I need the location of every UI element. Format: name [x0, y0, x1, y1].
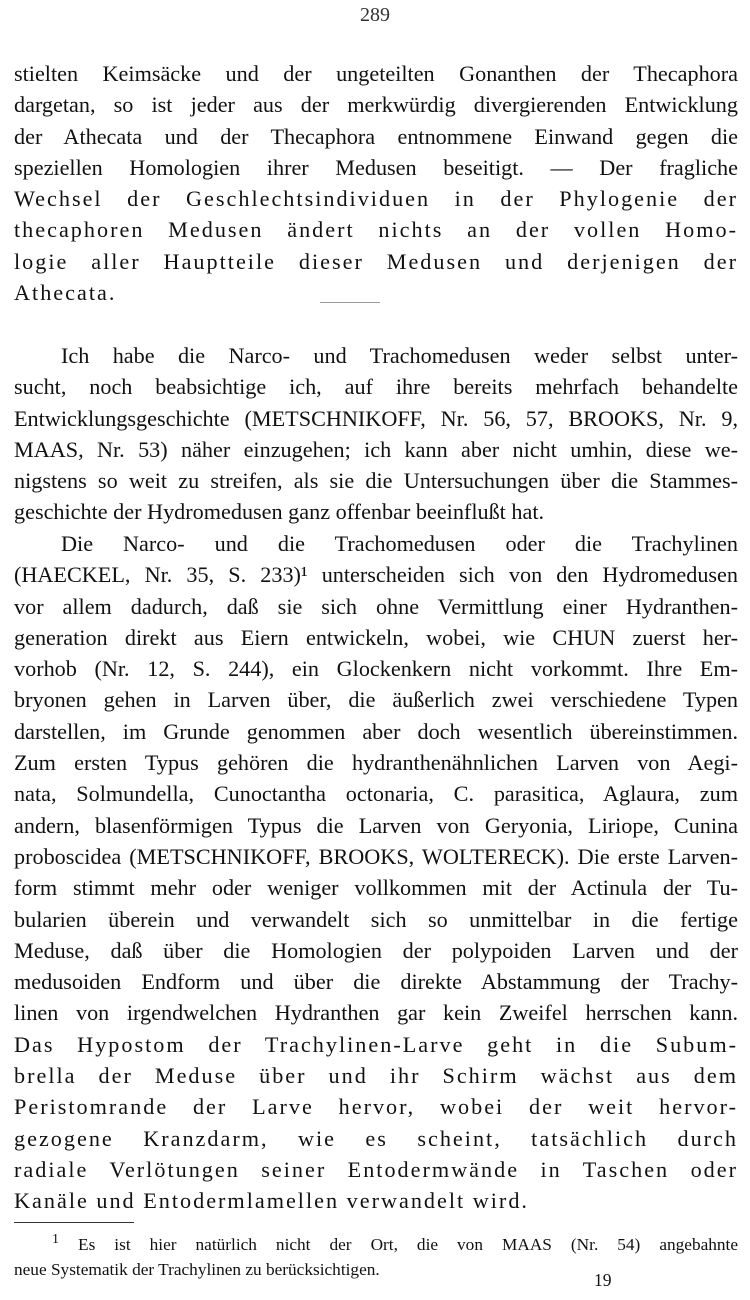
text-line: (HAECKEL, Nr. 35, S. 233)¹ unterscheiden sich von den Hydromedusen — [14, 562, 738, 588]
text-line: Das Hypostom der Trachylinen-Larve geht in die Subum- — [14, 1031, 738, 1057]
text-line: bryonen gehen in Larven über, die äußerlich zwei verschiedene Typen — [14, 687, 738, 713]
footnote — [14, 1232, 738, 1282]
text-line: sucht, noch beabsichtige ich, auf ihre bereits mehrfach behandelte — [14, 374, 738, 400]
text-line: medusoiden Endform und über die direkte Abstammung der Trachy- — [14, 969, 738, 995]
section-divider — [320, 302, 380, 303]
paragraph-continuation — [14, 58, 738, 308]
text-line: vorhob (Nr. 12, S. 244), ein Glockenkern nicht vorkommt. Ihre Em- — [14, 656, 738, 682]
text-line: form stimmt mehr oder weniger vollkommen mit der Actinula der Tu- — [14, 875, 738, 901]
text-line: Die Narco- und die Trachomedusen oder die Trachylinen — [61, 531, 738, 556]
sheet-number: 19 — [594, 1270, 612, 1290]
text-line: thecaphoren Medusen ändert nichts an der vollen Homo- — [14, 217, 738, 243]
text-line: geschichte der Hydromedusen ganz offenbar beeinflußt hat. — [14, 499, 545, 525]
text-line: nigstens so weit zu streifen, als sie die Untersuchungen über die Stammes- — [14, 468, 738, 494]
text-line: Ich habe die Narco- und Trachomedusen weder selbst unter- — [61, 343, 738, 368]
paragraph — [14, 528, 738, 1217]
footnote-text: Es ist hier natürlich nicht der Ort, die von MAAS (Nr. 54) angebahnte — [78, 1235, 739, 1254]
footnote-rule — [14, 1222, 134, 1223]
text-line: Meduse, daß über die Homologien der polypoiden Larven und der — [14, 937, 738, 963]
text-line: Zum ersten Typus gehören die hydranthenähnlichen Larven von Aegi- — [14, 750, 738, 776]
footnote-line — [14, 1232, 738, 1257]
text-line: nata, Solmundella, Cunoctantha octonaria, C. parasitica, Aglaura, zum — [14, 781, 738, 807]
text-line: darstellen, im Grunde genommen aber doch wesentlich übereinstimmen. — [14, 718, 738, 744]
text-line: Wechsel der Geschlechtsindividuen in der Phylogenie der — [14, 186, 738, 212]
text-line: der Athecata und der Thecaphora entnommene Einwand gegen die — [14, 123, 738, 149]
page-number: 289 — [360, 4, 390, 26]
footnote-marker: 1 — [52, 1232, 59, 1248]
text-line: vor allem dadurch, daß sie sich ohne Vermittlung einer Hydranthen- — [14, 593, 738, 619]
text-line: radiale Verlötungen seiner Entodermwände in Taschen oder — [14, 1156, 738, 1182]
text-line: proboscidea (METSCHNIKOFF, BROOKS, WOLTERECK). Die erste Larven- — [14, 843, 738, 869]
text-line: stielten Keimsäcke und der ungeteilten Gonanthen der Thecaphora — [14, 61, 738, 86]
text-line: speziellen Homologien ihrer Medusen beseitigt. — Der fragliche — [14, 154, 738, 180]
text-line: dargetan, so ist jeder aus der merkwürdig divergierenden Entwicklung — [14, 92, 738, 118]
text-line: Kanäle und Entodermlamellen verwandelt wird. — [14, 1188, 529, 1214]
footnote-line: neue Systematik der Trachylinen zu berücksichtigen. — [14, 1260, 380, 1279]
text-line: bularien überein und verwandelt sich so unmittelbar in die fertige — [14, 906, 738, 932]
text-line: Entwicklungsgeschichte (METSCHNIKOFF, Nr. 56, 57, BROOKS, Nr. 9, — [14, 405, 738, 431]
text-line: linen von irgendwelchen Hydranthen gar kein Zweifel herrschen kann. — [14, 1000, 738, 1026]
text-line: generation direkt aus Eiern entwickeln, wobei, wie CHUN zuerst her- — [14, 624, 738, 650]
text-line: brella der Meduse über und ihr Schirm wächst aus dem — [14, 1063, 738, 1089]
text-line: andern, blasenförmigen Typus die Larven von Geryonia, Liriope, Cunina — [14, 812, 738, 838]
text-line: MAAS, Nr. 53) näher einzugehen; ich kann aber nicht umhin, diese we- — [14, 436, 738, 462]
text-line: Peristomrande der Larve hervor, wobei der weit hervor- — [14, 1094, 738, 1120]
text-line: Athecata. — [14, 280, 117, 306]
text-line: logie aller Hauptteile dieser Medusen und derjenigen der — [14, 248, 738, 274]
text-line: gezogene Kranzdarm, wie es scheint, tatsächlich durch — [14, 1125, 738, 1151]
paragraph — [14, 340, 738, 528]
